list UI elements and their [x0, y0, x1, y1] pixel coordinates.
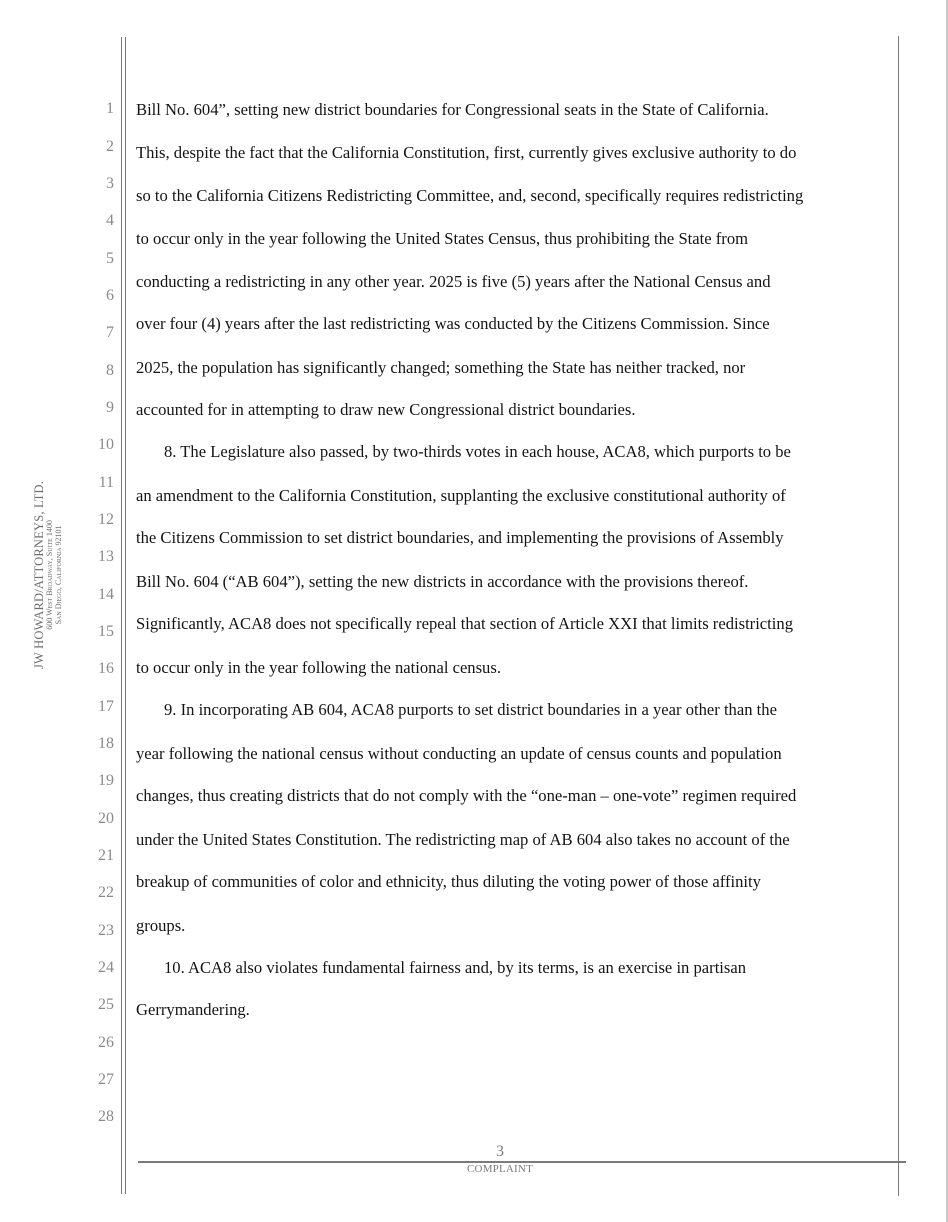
- body-line: conducting a redistricting in any other year. 2025 is five (5) years after the National Census and: [136, 272, 771, 291]
- body-line: year following the national census without conducting an update of census counts and population: [136, 744, 782, 763]
- body-line: Significantly, ACA8 does not specifically repeal that section of Article XXI that limits redistricting: [136, 614, 793, 633]
- paragraph-9-start: 9. In incorporating AB 604, ACA8 purports to set district boundaries in a year other than the: [164, 700, 777, 719]
- line-number: 9: [106, 399, 114, 416]
- line-number: 24: [98, 959, 114, 976]
- line-number: 11: [98, 474, 114, 491]
- line-number: 6: [106, 287, 114, 304]
- line-number: 26: [98, 1034, 114, 1051]
- body-line: to occur only in the year following the national census.: [136, 658, 501, 677]
- line-number: 15: [98, 623, 114, 640]
- paragraph-8-start: 8. The Legislature also passed, by two-thirds votes in each house, ACA8, which purports to be: [164, 442, 791, 461]
- line-number: 12: [98, 511, 114, 528]
- body-line: the Citizens Commission to set district boundaries, and implementing the provisions of Assembly: [136, 528, 784, 547]
- body-line: over four (4) years after the last redistricting was conducted by the Citizens Commission. Since: [136, 314, 770, 333]
- footer-document-title: COMPLAINT: [467, 1163, 533, 1175]
- body-line: so to the California Citizens Redistricting Committee, and, second, specifically requires redistricting: [136, 186, 804, 205]
- line-number: 13: [98, 548, 114, 565]
- page-number: 3: [496, 1143, 504, 1160]
- line-number: 18: [98, 735, 114, 752]
- line-number: 17: [98, 698, 114, 715]
- body-line: 2025, the population has significantly changed; something the State has neither tracked, nor: [136, 358, 746, 377]
- right-margin-rule: [898, 36, 899, 1196]
- line-number: 21: [98, 847, 114, 864]
- line-number: 20: [98, 810, 114, 827]
- body-line: Bill No. 604”, setting new district boundaries for Congressional seats in the State of California.: [136, 100, 769, 119]
- line-number: 10: [98, 436, 114, 453]
- line-number: 23: [98, 922, 114, 939]
- body-line: to occur only in the year following the United States Census, thus prohibiting the State from: [136, 229, 749, 248]
- line-number: 14: [98, 586, 114, 603]
- body-line: changes, thus creating districts that do not comply with the “one-man – one-vote” regimen required: [136, 786, 797, 805]
- body-line: breakup of communities of color and ethnicity, thus diluting the voting power of those affinity: [136, 872, 761, 891]
- line-number: 22: [98, 884, 114, 901]
- line-number: 27: [98, 1071, 114, 1088]
- line-number: 4: [106, 212, 114, 229]
- firm-name: JW HOWARD/ATTORNEYS, LTD.: [32, 480, 47, 670]
- left-margin-rule: [121, 37, 122, 1194]
- left-margin-rule-inner: [125, 37, 126, 1194]
- line-number: 25: [98, 996, 114, 1013]
- firm-address-line-2: San Diego, California 92101: [53, 525, 63, 625]
- body-line: This, despite the fact that the California Constitution, first, currently gives exclusive authority to do: [136, 143, 797, 162]
- body-line: Bill No. 604 (“AB 604”), setting the new districts in accordance with the provisions thereof.: [136, 572, 749, 591]
- line-number: 1: [106, 100, 114, 117]
- body-line: an amendment to the California Constitution, supplanting the exclusive constitutional authority of: [136, 486, 786, 505]
- paragraph-10-start: 10. ACA8 also violates fundamental fairness and, by its terms, is an exercise in partisan: [164, 958, 747, 977]
- line-number: 2: [106, 138, 114, 155]
- line-number: 16: [98, 660, 114, 677]
- body-line: accounted for in attempting to draw new Congressional district boundaries.: [136, 400, 636, 419]
- body-line: under the United States Constitution. The redistricting map of AB 604 also takes no account of the: [136, 830, 790, 849]
- line-number: 5: [106, 250, 114, 267]
- line-number: 8: [106, 362, 114, 379]
- line-number: 3: [106, 175, 114, 192]
- firm-address-line-1: 600 West Broadway, Suite 1400: [45, 520, 55, 630]
- line-number: 7: [106, 324, 114, 341]
- line-number: 28: [98, 1108, 114, 1125]
- line-number: 19: [98, 772, 114, 789]
- body-line: Gerrymandering.: [136, 1000, 250, 1019]
- body-line: groups.: [136, 916, 186, 935]
